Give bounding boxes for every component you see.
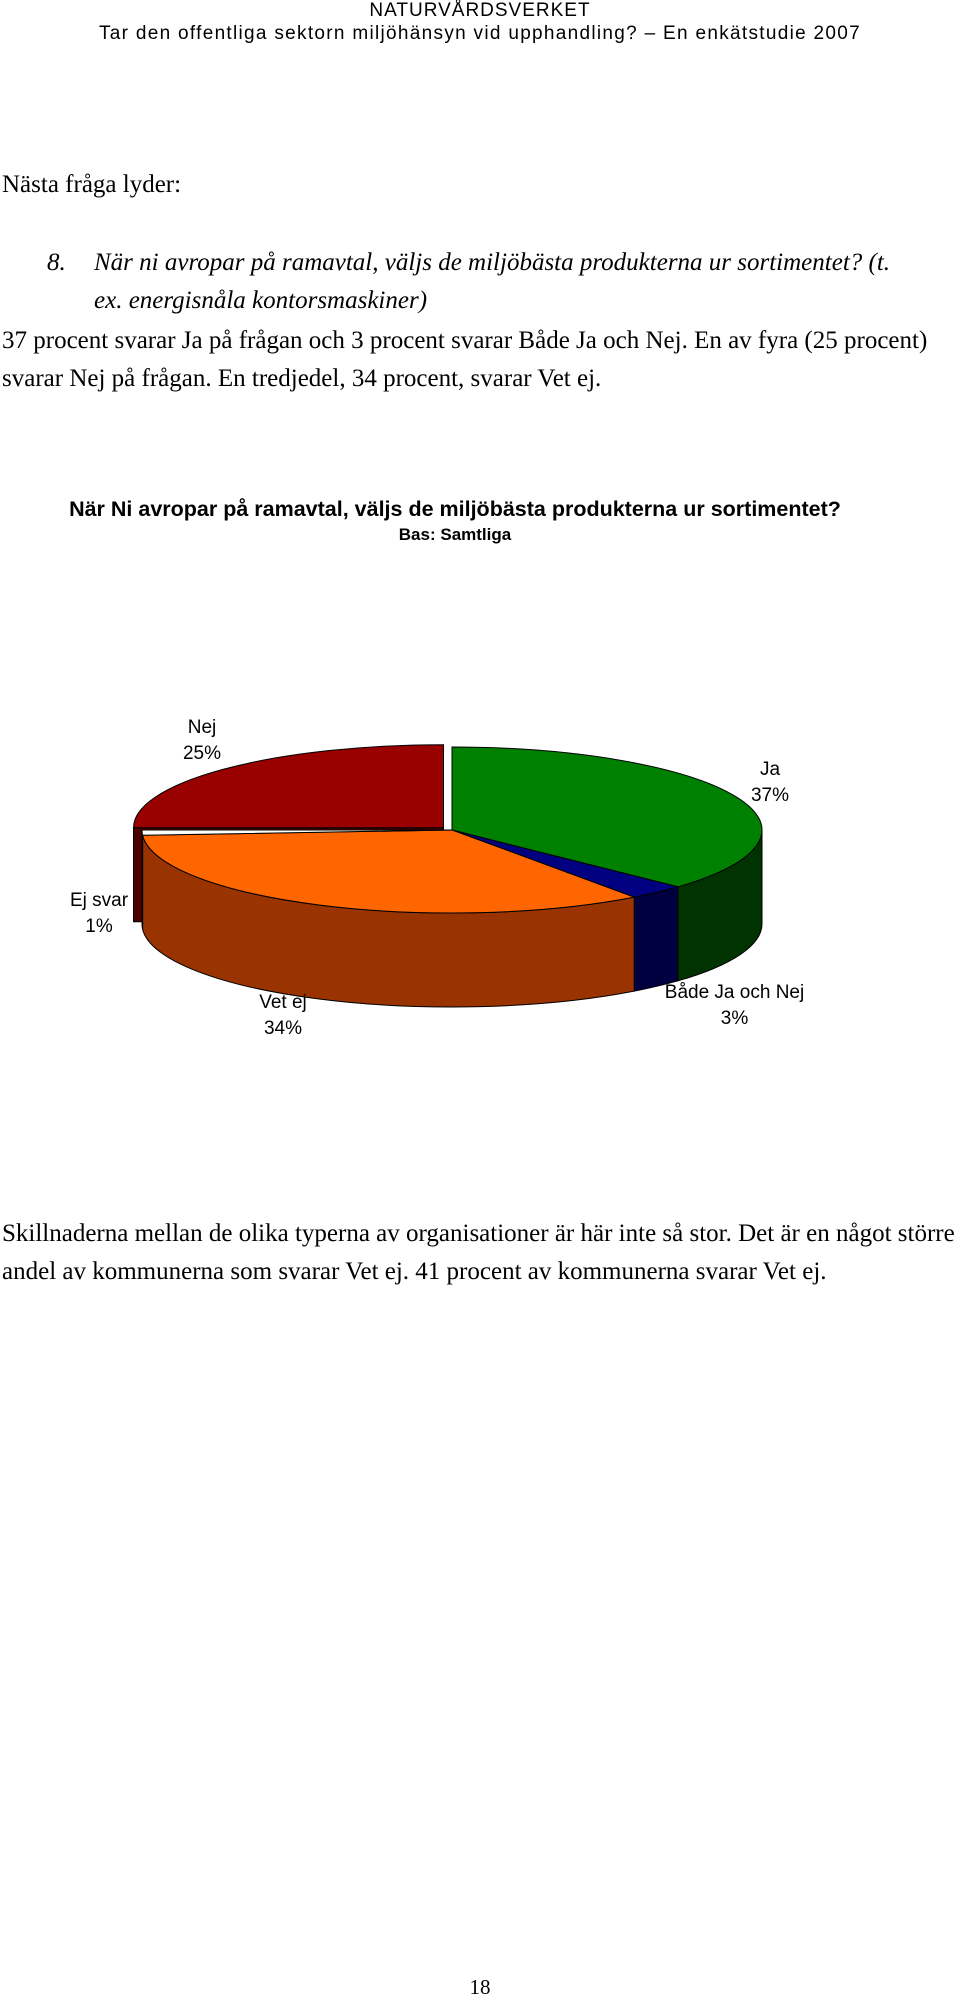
intro-text: Nästa fråga lyder: (2, 171, 182, 198)
label-bade-value: 3% (720, 1008, 749, 1029)
slice-bade-side (634, 887, 678, 991)
question-text: När ni avropar på ramavtal, väljs de miljöbästa produkterna ur sortimentet? (t. ex. energisnåla kontorsmaskiner) (94, 249, 891, 314)
label-ja (710, 757, 830, 809)
label-vet-ej (223, 990, 343, 1042)
label-nej-name: Nej (187, 717, 217, 738)
chart-title: När Ni avropar på ramavtal, väljs de miljöbästa produkterna ur sortimentet? (69, 497, 841, 521)
label-bade (632, 980, 837, 1032)
page-number: 18 (469, 1975, 491, 1999)
label-nej (142, 715, 262, 767)
label-ej-svar-value: 1% (85, 916, 113, 937)
header-org: NATURVÅRDSVERKET (369, 0, 591, 21)
header-subtitle: Tar den offentliga sektorn miljöhänsyn vid upphandling? – En enkätstudie 2007 (98, 23, 862, 44)
question-number: 8. (47, 249, 66, 276)
label-ja-name: Ja (759, 759, 781, 780)
label-bade-name: Både Ja och Nej (664, 982, 805, 1003)
label-ej-svar-name: Ej svar (69, 890, 129, 911)
label-ja-value: 37% (750, 785, 790, 806)
label-nej-value: 25% (182, 743, 222, 764)
label-ej-svar (39, 888, 159, 940)
chart-subtitle: Bas: Samtliga (398, 525, 512, 544)
paragraph-differences: Skillnaderna mellan de olika typerna av organisationer är här inte så stor. Det är en något större andel av kommunerna som svarar Vet ej. 41 procent av kommunerna svarar Vet ej. (2, 1220, 955, 1285)
label-vet-ej-name: Vet ej (259, 992, 307, 1013)
label-vet-ej-value: 34% (263, 1018, 303, 1039)
paragraph-results: 37 procent svarar Ja på frågan och 3 procent svarar Både Ja och Nej. En av fyra (25 procent) svarar Nej på frågan. En tredjedel, 34 procent, svarar Vet ej. (2, 327, 928, 392)
